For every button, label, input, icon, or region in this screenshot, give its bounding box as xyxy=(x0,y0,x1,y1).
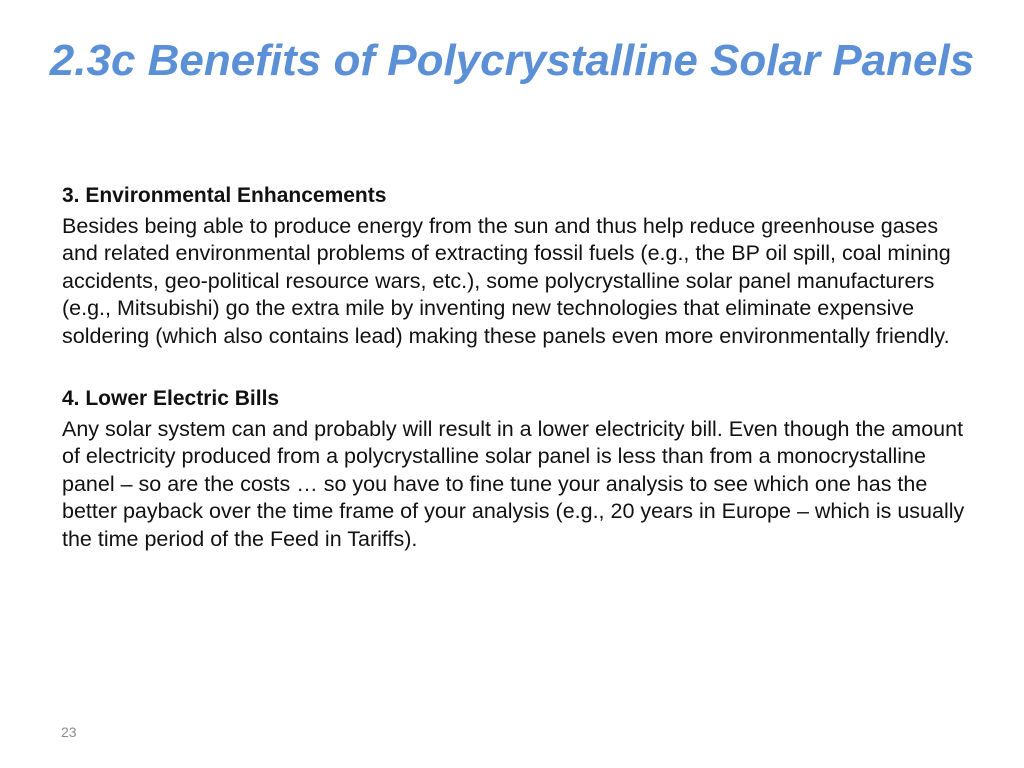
section-body: Any solar system can and probably will result in a lower electricity bill. Even though the amount of electricity produced from a polycrystalline solar panel is less than from a monocrystalline panel – so are the costs … so you have to fine tune your analysis to see which one has the better payback over the time frame of your analysis (e.g., 20 years in Europe – which is usually the time period of the Feed in Tariffs). xyxy=(62,417,965,551)
slide-content xyxy=(62,182,974,553)
section-spacer xyxy=(62,350,974,385)
page-number: 23 xyxy=(61,724,77,740)
section-heading: 4. Lower Electric Bills xyxy=(62,387,280,411)
slide-title: 2.3c Benefits of Polycrystalline Solar Panels xyxy=(49,36,975,85)
section-body: Besides being able to produce energy from the sun and thus help reduce greenhouse gases and related environmental problems of extracting fossil fuels (e.g., the BP oil spill, coal mining accidents, geo-political resource wars, etc.), some polycrystalline solar panel manufacturers (e.g., Mitsubishi) go the extra mile by inventing new technologies that eliminate expensive soldering (which also contains lead) making these panels even more environmentally friendly. xyxy=(62,214,951,348)
section-heading: 3. Environmental Enhancements xyxy=(62,184,387,207)
section-environmental-enhancements xyxy=(62,182,974,350)
section-lower-electric-bills xyxy=(62,385,974,553)
